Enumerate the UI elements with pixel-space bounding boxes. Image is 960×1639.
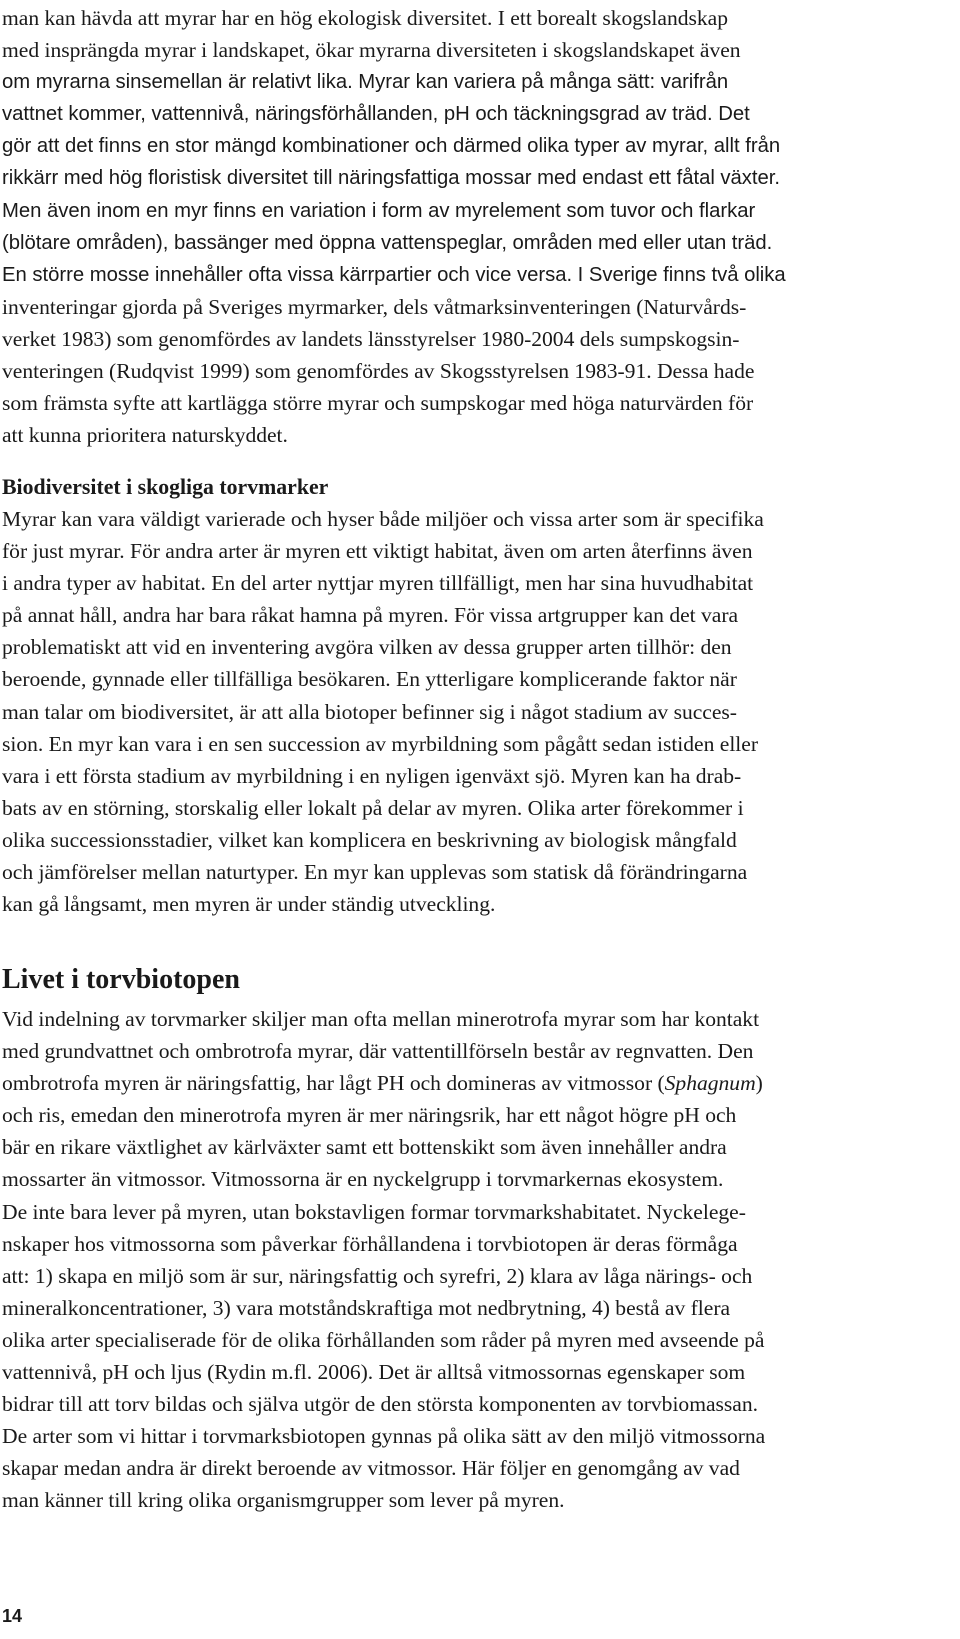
text-line: bidrar till att torv bildas och själva utgör de den största komponenten av torvbiomassan. xyxy=(2,1392,759,1417)
text-line: En större mosse innehåller ofta vissa kärrpartier och vice versa. I Sverige finns två olika xyxy=(2,263,786,286)
text-line: man kan hävda att myrar har en hög ekologisk diversitet. I ett borealt skogslandskap xyxy=(2,6,728,30)
text-line: Men även inom en myr finns en variation i form av myrelement som tuvor och flarkar xyxy=(2,199,756,222)
text-line: mossarter än vitmossor. Vitmossorna är en nyckelgrupp i torvmarkernas ekosystem. xyxy=(2,1167,724,1192)
text-line: man talar om biodiversitet, är att alla biotoper befinner sig i något stadium av succes- xyxy=(2,699,737,724)
paragraph-livet xyxy=(2,1003,952,1517)
text-line: bär en rikare växtlighet av kärlväxter samt ett bottenskikt som även innehåller andra xyxy=(2,1135,727,1160)
text-line: olika arter specialiserade för de olika förhållanden som råder på myren med avseende på xyxy=(2,1327,765,1352)
text-line: att: 1) skapa en miljö som är sur, näringsfattig och syrefri, 2) klara av låga närings- och xyxy=(2,1263,753,1288)
text-line: och ris, emedan den minerotrofa myren är mer näringsrik, har ett något högre pH och xyxy=(2,1103,737,1128)
species-name: Sphagnum xyxy=(664,1071,756,1096)
text-line: kan gå långsamt, men myren är under ständig utveckling. xyxy=(2,892,496,917)
text-line: om myrarna sinsemellan är relativt lika. Myrar kan variera på många sätt: varifrån xyxy=(2,71,729,94)
text-line: att kunna prioritera naturskyddet. xyxy=(2,423,288,448)
text-line: i andra typer av habitat. En del arter nyttjar myren tillfälligt, men har sina huvudhabitat xyxy=(2,571,754,596)
text-line: bats av en störning, storskalig eller lokalt på delar av myren. Olika arter förekommer i xyxy=(2,795,744,820)
text-line: skapar medan andra är direkt beroende av vitmossor. Här följer en genomgång av vad xyxy=(2,1456,740,1481)
text-line: De arter som vi hittar i torvmarksbiotopen gynnas på olika sätt av den miljö vitmossorna xyxy=(2,1424,766,1449)
paragraph-intro xyxy=(2,2,952,451)
text-line: för just myrar. För andra arter är myren ett viktigt habitat, även om arten återfinns även xyxy=(2,539,753,564)
text-line: Vid indelning av torvmarker skiljer man ofta mellan minerotrofa myrar som har kontakt xyxy=(2,1007,760,1031)
text-line: problematiskt att vid en inventering avgöra vilken av dessa grupper arten tillhör: den xyxy=(2,635,732,660)
text-line: rikkärr med hög floristisk diversitet till näringsfattiga mossar med endast ett fåtal växter. xyxy=(2,167,781,190)
text-line: nskaper hos vitmossorna som påverkar förhållandena i torvbiotopen är deras förmåga xyxy=(2,1231,738,1256)
text-line: med insprängda myrar i landskapet, ökar myrarna diversiteten i skogslandskapet även xyxy=(2,38,741,63)
section-heading-livet: Livet i torvbiotopen xyxy=(2,964,240,995)
text-line: olika successionsstadier, vilket kan komplicera en beskrivning av biologisk mångfald xyxy=(2,827,737,852)
text-line: inventeringar gjorda på Sveriges myrmarker, dels våtmarksinventeringen (Naturvårds- xyxy=(2,294,747,319)
text-line: gör att det finns en stor mängd kombinationer och därmed olika typer av myrar, allt från xyxy=(2,135,781,158)
text-line: vara i ett första stadium av myrbildning i en nyligen igenväxt sjö. Myren kan ha drab- xyxy=(2,763,742,788)
text-line: De inte bara lever på myren, utan bokstavligen formar torvmarkshabitatet. Nyckelege- xyxy=(2,1199,746,1224)
page-number: 14 xyxy=(2,1606,23,1626)
text-line: med grundvattnet och ombrotrofa myrar, där vattentillförseln består av regnvatten. Den xyxy=(2,1039,754,1064)
text-line: venteringen (Rudqvist 1999) som genomfördes av Skogsstyrelsen 1983-91. Dessa hade xyxy=(2,359,755,384)
text-line: vattennivå, pH och ljus (Rydin m.fl. 2006). Det är alltså vitmossornas egenskaper som xyxy=(2,1360,746,1385)
text-line: vattnet kommer, vattennivå, näringsförhållanden, pH och täckningsgrad av träd. Det xyxy=(2,103,750,126)
paragraph-biodiversitet xyxy=(2,503,952,920)
text-line: ombrotrofa myren är näringsfattig, har lågt PH och domineras av vitmossor (Sphagnum) xyxy=(2,1071,763,1096)
text-line: mineralkoncentrationer, 3) vara motståndskraftiga mot nedbrytning, 4) bestå av flera xyxy=(2,1295,731,1320)
text-line: på annat håll, andra har bara råkat hamna på myren. För vissa artgrupper kan det vara xyxy=(2,603,739,628)
text-line: man känner till kring olika organismgrupper som lever på myren. xyxy=(2,1488,565,1513)
text-line: verket 1983) som genomfördes av landets länsstyrelser 1980-2004 dels sumpskogsin- xyxy=(2,326,740,351)
text-line: beroende, gynnade eller tillfälliga besökaren. En ytterligare komplicerande faktor när xyxy=(2,667,737,692)
text-line: som främsta syfte att kartlägga större myrar och sumpskogar med höga naturvärden för xyxy=(2,391,754,416)
text-line: och jämförelser mellan naturtyper. En myr kan upplevas som statisk då förändringarna xyxy=(2,860,748,885)
text-line: sion. En myr kan vara i en sen succession av myrbildning som pågått sedan istiden eller xyxy=(2,731,759,756)
text-line: Myrar kan vara väldigt varierade och hyser både miljöer och vissa arter som är specifika xyxy=(2,507,764,531)
section-heading-biodiversitet: Biodiversitet i skogliga torvmarker xyxy=(2,475,329,499)
text-line: (blötare områden), bassänger med öppna vattenspeglar, områden med eller utan träd. xyxy=(2,231,773,254)
